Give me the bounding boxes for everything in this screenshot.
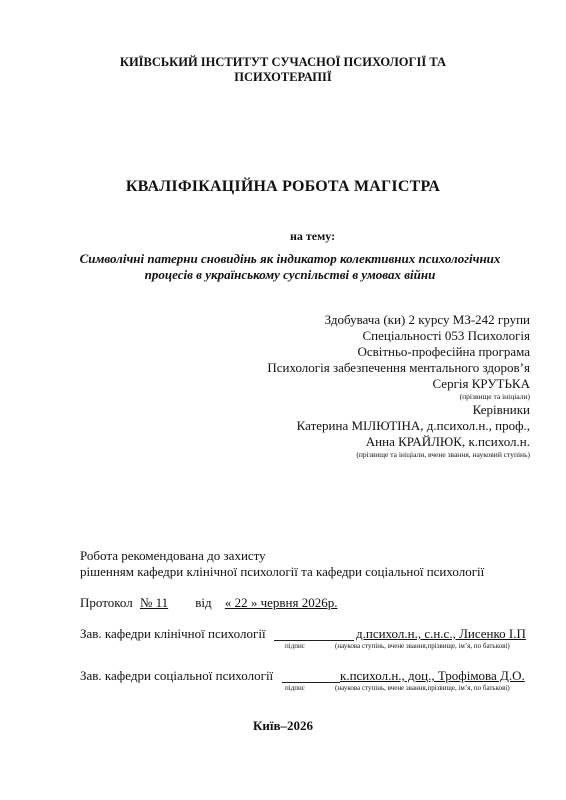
topic-label: на тему:	[290, 229, 336, 243]
protocol-from: від	[195, 595, 212, 610]
protocol-number: № 11	[139, 595, 169, 610]
institute-line-1: КИЇВСЬКИЙ ІНСТИТУТ СУЧАСНОЇ ПСИХОЛОГІЇ ТА	[119, 55, 447, 69]
supervisor-2: Анна КРАЙЛЮК, к.психол.н.	[365, 434, 530, 449]
head1-value: д.психол.н., с.н.с., Лисенко І.П	[356, 626, 526, 641]
protocol-date: « 22 » червня 2026р.	[224, 595, 338, 610]
head2-info-hint: (наукова ступінь, вчене звання,прізвище, ім’я, по батькові)	[335, 684, 510, 692]
city-year: Київ–2026	[252, 718, 314, 733]
head1-sign-hint: підпис	[285, 642, 305, 650]
head1-signature-line	[274, 640, 354, 641]
head1-label: Зав. кафедри клінічної психології	[80, 626, 266, 641]
head2-signature-line	[282, 682, 340, 683]
head1-info-hint: (наукова ступінь, вчене звання,прізвище, ім’я, по батькові)	[335, 642, 510, 650]
student-course-group: Здобувача (ки) 2 курсу МЗ-242 групи	[324, 312, 530, 327]
recommendation-line-2: рішенням кафедри клінічної психології та кафедри соціальної психології	[80, 564, 485, 579]
document-title: КВАЛІФІКАЦІЙНА РОБОТА МАГІСТРА	[125, 178, 441, 195]
topic-line-1: Символічні патерни сновидінь як індикатор колективних психологічних	[79, 251, 501, 266]
head2-sign-hint: підпис	[285, 684, 305, 692]
student-name-hint: (прізвище та ініціали)	[459, 392, 530, 401]
student-program-name: Психологія забезпечення ментального здоров’я	[267, 360, 530, 375]
protocol-label: Протокол	[80, 595, 133, 610]
institute-line-2: ПСИХОТЕРАПІЇ	[234, 70, 332, 84]
recommendation-line-1: Робота рекомендована до захисту	[80, 548, 266, 563]
student-program: Освітньо-професійна програма	[357, 344, 530, 359]
topic-text	[70, 251, 510, 283]
student-name: Сергія КРУТЬКА	[432, 376, 530, 391]
head2-label: Зав. кафедри соціальної психології	[80, 668, 274, 683]
supervisors-hint: (прізвище та ініціали, вчене звання, науковий ступінь)	[356, 450, 530, 459]
topic-line-2: процесів в українському суспільстві в умовах війни	[144, 267, 436, 282]
student-specialty: Спеціальності 053 Психологія	[362, 328, 530, 343]
supervisors-label: Керівники	[472, 402, 530, 417]
institute-name	[0, 55, 566, 85]
supervisor-1: Катерина МІЛЮТІНА, д.психол.н., проф.,	[296, 418, 530, 433]
protocol-row	[80, 595, 337, 611]
head2-value: к.психол.н., доц., Трофімова Д.О.	[340, 668, 525, 683]
